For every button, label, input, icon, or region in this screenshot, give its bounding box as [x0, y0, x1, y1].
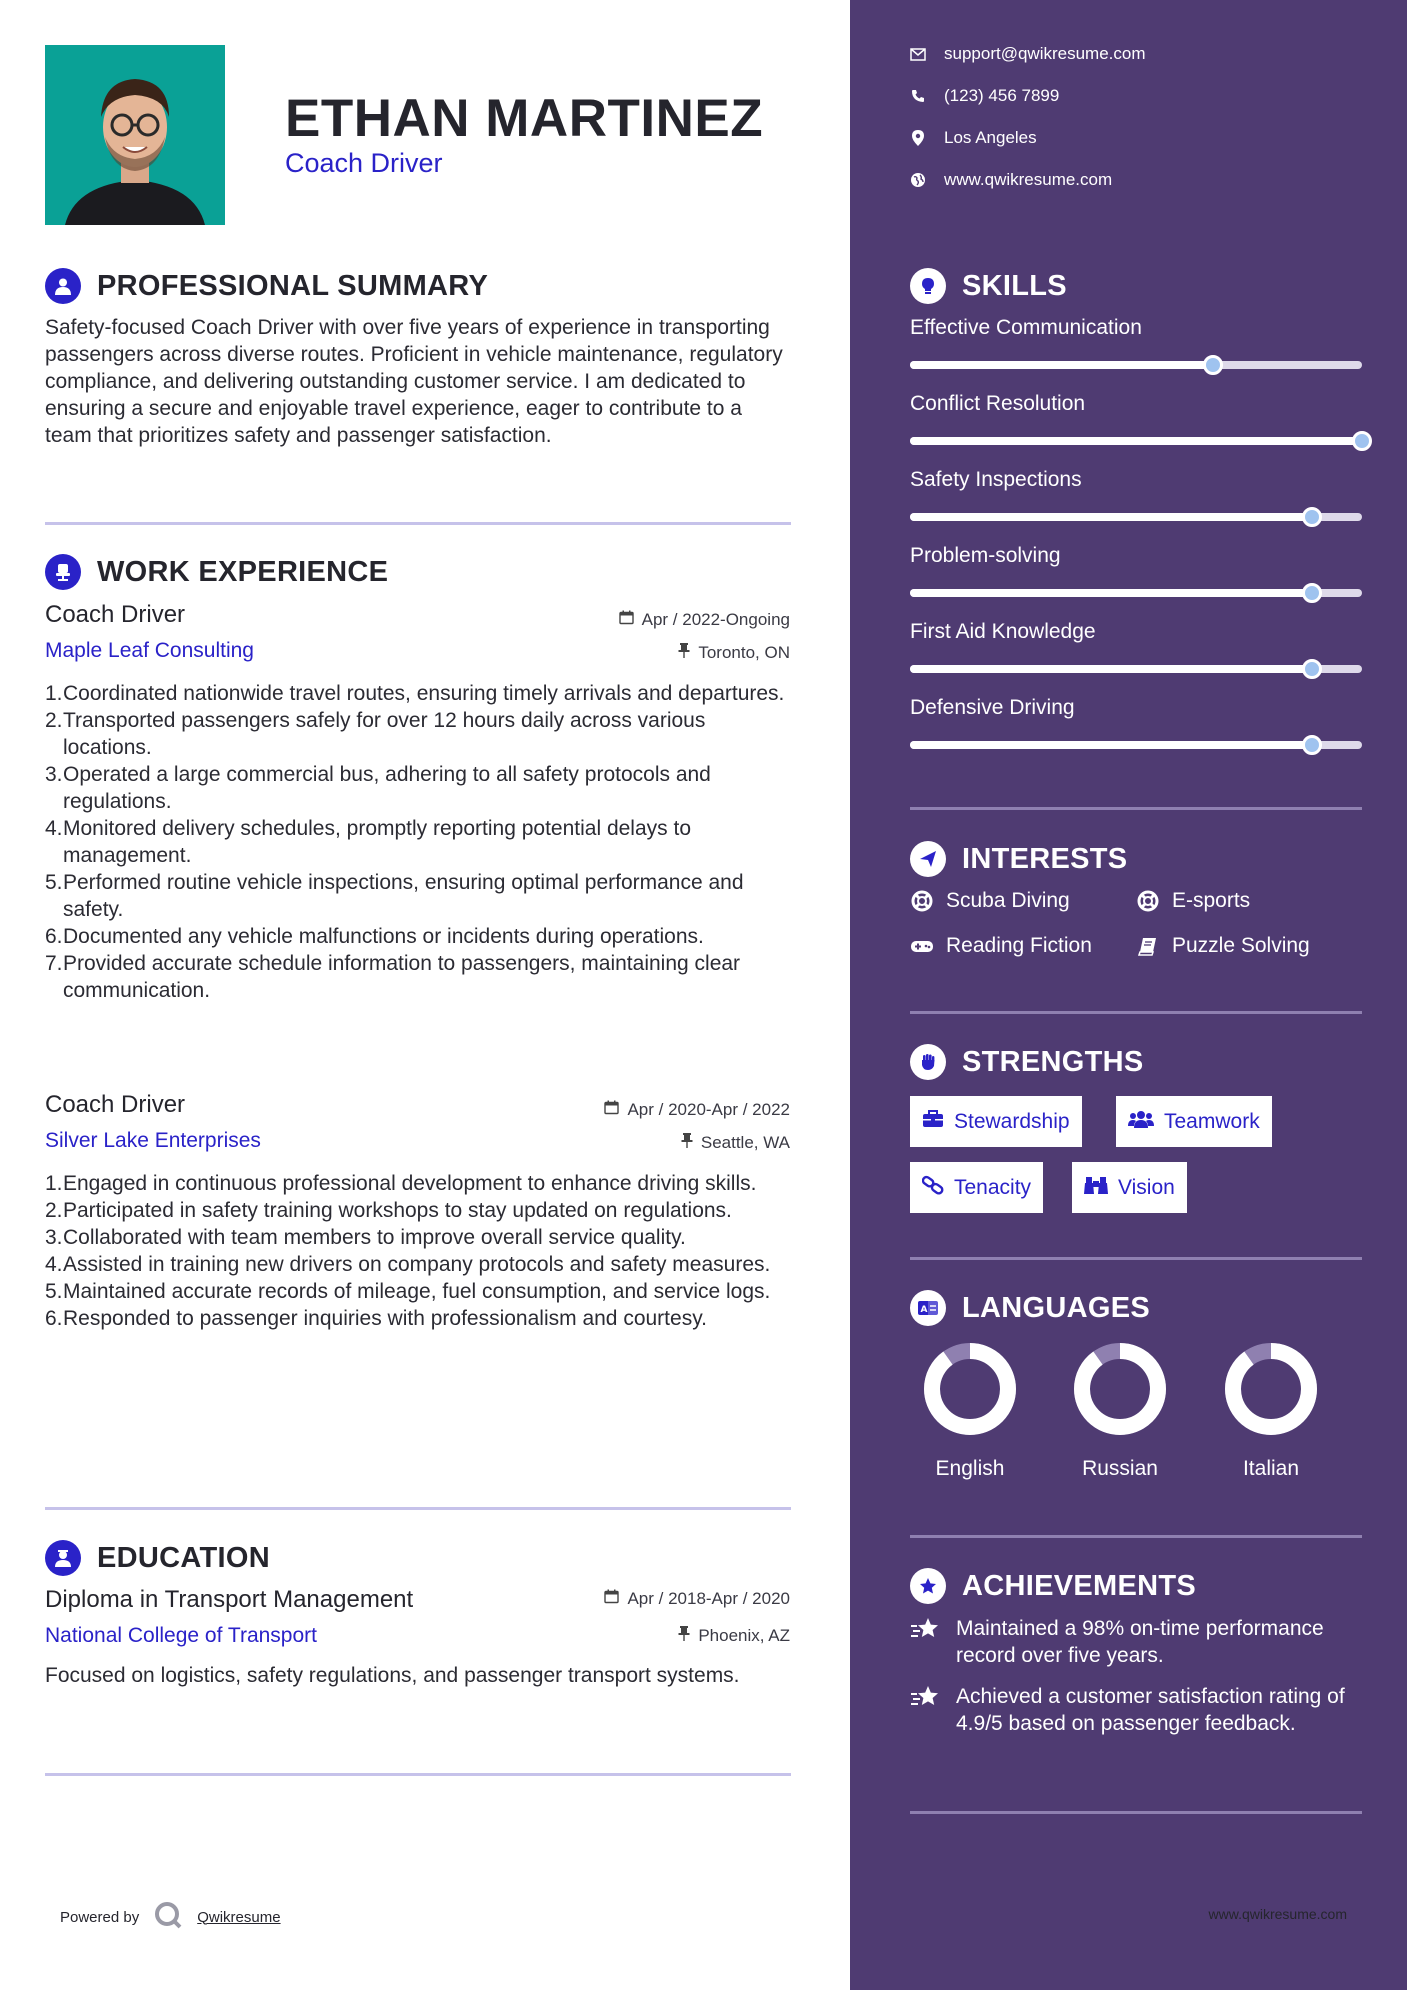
- list-item: 5. Performed routine vehicle inspections, ensuring optimal performance and safety.: [45, 871, 744, 921]
- skill-bar: [910, 589, 1362, 597]
- gamepad-icon: [910, 934, 934, 958]
- education-date: Apr / 2018-Apr / 2020: [604, 1589, 790, 1609]
- skill-bar-fill: [910, 741, 1312, 749]
- skill-bar: [910, 665, 1362, 673]
- svg-text:A: A: [920, 1305, 928, 1315]
- job-location: Seattle, WA: [681, 1133, 790, 1153]
- skill-bar: [910, 513, 1362, 521]
- language-label: English: [935, 1457, 1005, 1480]
- contact-website[interactable]: www.qwikresume.com: [910, 170, 1112, 190]
- phone-icon: [910, 88, 926, 104]
- skill-label: Defensive Driving: [910, 696, 1075, 719]
- divider: [910, 1811, 1362, 1814]
- list-item: 2. Transported passengers safely for over 12 hours daily across various locations.: [45, 709, 706, 759]
- list-item: 3. Collaborated with team members to improve overall service quality.: [45, 1226, 686, 1249]
- list-item: 1. Engaged in continuous professional development to enhance driving skills.: [45, 1172, 757, 1195]
- skill-label: Safety Inspections: [910, 468, 1082, 491]
- education-heading: EDUCATION: [45, 1540, 270, 1576]
- list-item: 4. Assisted in training new drivers on company protocols and safety measures.: [45, 1253, 771, 1276]
- list-item: 6. Responded to passenger inquiries with professionalism and courtesy.: [45, 1307, 707, 1330]
- language-ring-fill: [932, 1351, 1008, 1427]
- skill-bar: [910, 437, 1362, 445]
- skill-bar-knob: [1203, 355, 1223, 375]
- pin-icon: [681, 1133, 693, 1153]
- skill-label: Conflict Resolution: [910, 392, 1086, 415]
- job-company: Silver Lake Enterprises: [45, 1129, 261, 1152]
- contact-phone[interactable]: (123) 456 7899: [910, 86, 1059, 106]
- divider: [45, 1507, 791, 1510]
- summary-text: Safety-focused Coach Driver with over five years of experience in transporting passengers across diverse routes. Proficient in vehicle maintenance, regulatory compliance, and delivering outstanding customer service. I am dedicated to ensuring a secure and enjoyable travel experience, eager to contribute to a team that prioritizes safety and passenger satisfaction.: [45, 316, 783, 447]
- language-ring-fill: [1082, 1351, 1158, 1427]
- list-item: 1. Coordinated nationwide travel routes, ensuring timely arrivals and departures.: [45, 682, 785, 705]
- candidate-title: Coach Driver: [285, 148, 443, 178]
- binoculars-icon: [1084, 1175, 1108, 1201]
- contact-location: Los Angeles: [910, 128, 1037, 148]
- job-bullets: [45, 680, 795, 1004]
- divider: [910, 1257, 1362, 1260]
- skill-label: Problem-solving: [910, 544, 1061, 567]
- pin-icon: [678, 643, 690, 663]
- summary-heading: PROFESSIONAL SUMMARY: [45, 268, 488, 304]
- lightbulb-icon: [910, 268, 946, 304]
- envelope-icon: [910, 46, 926, 62]
- skill-bar: [910, 741, 1362, 749]
- achievement-item: Maintained a 98% on-time performance record over five years.: [910, 1615, 1362, 1669]
- degree-title: Diploma in Transport Management: [45, 1586, 414, 1613]
- strengths-heading: STRENGTHS: [910, 1044, 1144, 1080]
- strength-tag: Vision: [1072, 1162, 1187, 1213]
- language-label: Italian: [1242, 1457, 1300, 1480]
- school-name: National College of Transport: [45, 1624, 317, 1647]
- link-icon: [922, 1175, 944, 1201]
- skill-bar-fill: [910, 361, 1213, 369]
- skill-bar-knob: [1302, 735, 1322, 755]
- list-item: 7. Provided accurate schedule information to passengers, maintaining clear communication.: [45, 952, 741, 1002]
- job-title: Coach Driver: [45, 601, 186, 628]
- divider: [45, 1773, 791, 1776]
- list-item: 2. Participated in safety training workshops to stay updated on regulations.: [45, 1199, 732, 1222]
- map-marker-icon: [910, 130, 926, 146]
- divider: [910, 1535, 1362, 1538]
- education-location: Phoenix, AZ: [678, 1626, 790, 1646]
- powered-by: Powered by Qwikresume: [60, 1900, 281, 1934]
- book-icon: [1136, 934, 1160, 958]
- skill-label: Effective Communication: [910, 316, 1142, 339]
- users-icon: [1128, 1109, 1154, 1135]
- calendar-icon: [604, 1100, 619, 1120]
- skill-bar-fill: [910, 513, 1312, 521]
- sidebar: [850, 0, 1407, 1990]
- interest-item: Reading Fiction: [910, 934, 1092, 958]
- language-ring: [1070, 1339, 1170, 1444]
- user-icon: [45, 268, 81, 304]
- job-title: Coach Driver: [45, 1091, 186, 1118]
- divider: [45, 522, 791, 525]
- globe-icon: [910, 172, 926, 188]
- calendar-icon: [604, 1589, 619, 1609]
- interest-item: Scuba Diving: [910, 889, 1070, 913]
- achievements-heading: ACHIEVEMENTS: [910, 1568, 1196, 1604]
- skill-bar-fill: [910, 589, 1312, 597]
- achievement-item: Achieved a customer satisfaction rating of 4.9/5 based on passenger feedback.: [910, 1683, 1362, 1737]
- chair-icon: [45, 554, 81, 590]
- lifebuoy-icon: [1136, 889, 1160, 913]
- candidate-name: ETHAN MARTINEZ: [285, 89, 764, 148]
- skill-bar-fill: [910, 665, 1312, 673]
- skill-bar-knob: [1302, 659, 1322, 679]
- paper-plane-icon: [910, 841, 946, 877]
- qwikresume-logo-icon: [153, 1900, 183, 1934]
- language-icon: [910, 1290, 946, 1326]
- interest-item: Puzzle Solving: [1136, 934, 1310, 958]
- skill-bar-knob: [1302, 507, 1322, 527]
- interests-heading: INTERESTS: [910, 841, 1127, 877]
- list-item: 5. Maintained accurate records of mileage, fuel consumption, and service logs.: [45, 1280, 771, 1303]
- interest-item: E-sports: [1136, 889, 1250, 913]
- star-icon: [910, 1683, 942, 1737]
- skill-bar: [910, 361, 1362, 369]
- pin-icon: [678, 1626, 690, 1646]
- job-location: Toronto, ON: [678, 643, 790, 663]
- star-badge-icon: [910, 1568, 946, 1604]
- skill-bar-knob: [1352, 431, 1372, 451]
- skill-bar-fill: [910, 437, 1362, 445]
- brand-link[interactable]: Qwikresume: [197, 1908, 281, 1926]
- profile-photo: [45, 45, 225, 225]
- languages-heading: A LANGUAGES: [910, 1290, 1150, 1326]
- divider: [910, 1011, 1362, 1014]
- graduate-icon: [45, 1540, 81, 1576]
- language-ring: [1221, 1339, 1321, 1444]
- experience-heading: WORK EXPERIENCE: [45, 554, 388, 590]
- lifebuoy-icon: [910, 889, 934, 913]
- fist-icon: [910, 1044, 946, 1080]
- briefcase-icon: [922, 1110, 944, 1134]
- skill-bar-knob: [1302, 583, 1322, 603]
- star-icon: [910, 1615, 942, 1669]
- education-description: Focused on logistics, safety regulations, and passenger transport systems.: [45, 1664, 740, 1687]
- skill-label: First Aid Knowledge: [910, 620, 1096, 643]
- list-item: 4. Monitored delivery schedules, promptly reporting potential delays to management.: [45, 817, 692, 867]
- language-ring: [920, 1339, 1020, 1444]
- skills-heading: SKILLS: [910, 268, 1067, 304]
- list-item: 3. Operated a large commercial bus, adhering to all safety protocols and regulations.: [45, 763, 711, 813]
- job-date: Apr / 2022-Ongoing: [619, 610, 790, 630]
- divider: [910, 807, 1362, 810]
- language-label: Russian: [1082, 1457, 1158, 1480]
- calendar-icon: [619, 610, 634, 630]
- contact-email[interactable]: support@qwikresume.com: [910, 44, 1146, 64]
- job-bullets: [45, 1170, 795, 1332]
- list-item: 6. Documented any vehicle malfunctions or incidents during operations.: [45, 925, 704, 948]
- job-date: Apr / 2020-Apr / 2022: [604, 1100, 790, 1120]
- strength-tag: Stewardship: [910, 1096, 1082, 1147]
- footer-url[interactable]: www.qwikresume.com: [1208, 1906, 1347, 1922]
- strength-tag: Tenacity: [910, 1162, 1043, 1213]
- job-company: Maple Leaf Consulting: [45, 639, 254, 662]
- language-ring-fill: [1233, 1351, 1309, 1427]
- strength-tag: Teamwork: [1116, 1096, 1272, 1147]
